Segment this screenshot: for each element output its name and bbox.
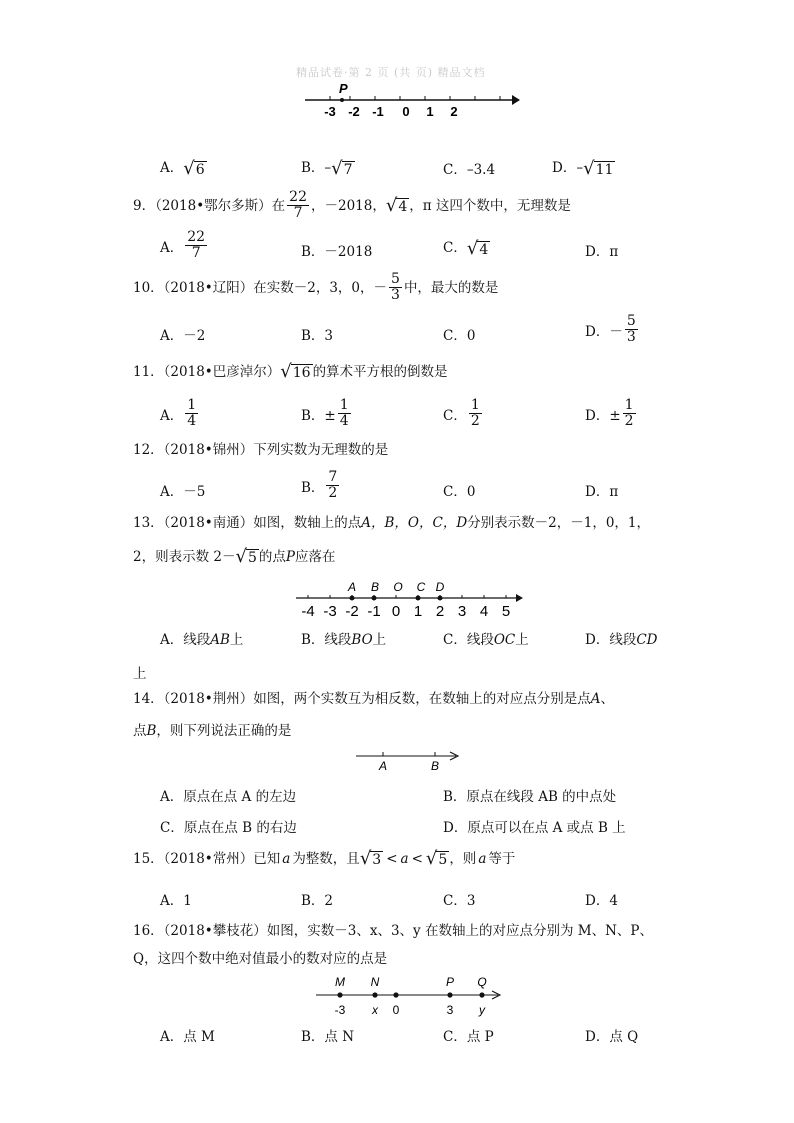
q15-option-c: C．3 <box>443 893 476 909</box>
q14-number-line <box>350 748 470 774</box>
q8-option-b: B．– √ 7 <box>301 157 353 179</box>
q11-option-d: D．± $\frac{1}{2}$ <box>585 397 634 429</box>
q10-stem: 10．（2018•辽阳）在实数－2，3，0，－ $\frac{5}{3}$ 中，最大的数是 <box>133 271 499 303</box>
point-label: B <box>370 580 380 594</box>
q13-option-d: D．线段CD <box>585 632 658 648</box>
q13-number-line <box>290 576 530 620</box>
q12-option-d: D．π <box>585 484 619 500</box>
q16-option-a: A．点 M <box>160 1029 215 1045</box>
q9-option-d: D．π <box>585 244 619 260</box>
point-label: C <box>416 580 426 594</box>
q14-option-d: D．原点可以在点 A 或点 B 上 <box>443 820 626 836</box>
tick-label: 3 <box>457 603 467 620</box>
q15-option-a: A．1 <box>160 893 192 909</box>
q9-option-a: A． $\frac{22}{7}$ <box>160 229 206 261</box>
point-label: B <box>430 759 440 773</box>
tick-label: 0 <box>402 104 410 119</box>
point-label: A <box>378 759 388 773</box>
point-label: Q <box>477 975 487 989</box>
q13-stem-line1: 13．（2018•南通）如图，数轴上的点A，B，O，C，D分别表示数－2，－1，0，1， <box>133 515 650 531</box>
q15-option-b: B．2 <box>301 893 334 909</box>
q16-option-b: B．点 N <box>301 1029 355 1045</box>
point-label: D <box>435 580 445 594</box>
q14-option-c: C．原点在点 B 的右边 <box>160 820 297 836</box>
q14-stem-line1: 14．（2018•荆州）如图，两个实数互为相反数，在数轴上的对应点分别是点A、 <box>133 691 614 707</box>
tick-label: -3 <box>334 1003 346 1017</box>
tick-label: -1 <box>372 104 384 119</box>
page-header: 精品试卷·第 2 页 (共 页) 精品文档 <box>296 66 486 79</box>
q10-option-b: B．3 <box>301 328 334 344</box>
number-line-figure <box>300 80 525 122</box>
q13-option-a: A．线段AB上 <box>160 632 244 648</box>
tick-label: -4 <box>301 603 315 620</box>
q14-option-b: B．原点在线段 AB 的中点处 <box>443 789 617 805</box>
q10-option-d: D．－ $\frac{5}{3}$ <box>585 313 636 345</box>
tick-label: -1 <box>367 603 381 620</box>
q12-option-b: B． $\frac{7}{2}$ <box>301 469 338 501</box>
q9-option-b: B．－2018 <box>301 244 373 260</box>
q8-option-d: D．– √ 11 <box>552 157 614 179</box>
q10-option-a: A．－2 <box>160 328 206 344</box>
tick-label: -2 <box>345 603 359 620</box>
q13-stem-line2: 2，则表示数 2－ √ 5 的点 P 应落在 <box>133 546 336 567</box>
q16-option-d: D．点 Q <box>585 1029 639 1045</box>
point-label: A <box>347 580 357 594</box>
tick-label: 3 <box>446 1003 454 1017</box>
point-label: N <box>370 975 380 989</box>
q16-stem-line2: Q，这四个数中绝对值最小的数对应的点是 <box>133 951 388 967</box>
q9-option-c: C． √ 4 <box>443 237 489 259</box>
tick-label: -3 <box>324 104 336 119</box>
tick-label: y <box>479 1003 485 1017</box>
q10-option-c: C．0 <box>443 328 476 344</box>
q15-stem: 15．（2018•常州）已知 a 为整数，且 √ 3 < a < √ 5 ，则 a 等于 <box>133 848 516 869</box>
q8-option-c: C．–3.4 <box>443 162 496 178</box>
q13-option-d-continued: 上 <box>133 666 147 682</box>
tick-label: 2 <box>450 104 458 119</box>
tick-label: 4 <box>479 603 489 620</box>
q8-option-a: A． √ 6 <box>160 157 205 179</box>
q14-option-a: A．原点在点 A 的左边 <box>160 789 297 805</box>
q13-option-c: C．线段OC上 <box>443 632 529 648</box>
q14-stem-line2: 点B，则下列说法正确的是 <box>133 723 292 739</box>
tick-label: 0 <box>391 603 401 620</box>
tick-label: -3 <box>323 603 337 620</box>
tick-label: -2 <box>348 104 360 119</box>
q15-option-d: D．4 <box>585 893 618 909</box>
q12-option-a: A．－5 <box>160 484 206 500</box>
q16-option-c: C．点 P <box>443 1029 494 1045</box>
point-p-marker <box>340 98 344 102</box>
tick-label: 1 <box>413 603 423 620</box>
point-p-label: P <box>339 81 348 96</box>
point-label: P <box>445 975 455 989</box>
q11-option-c: C． $\frac{1}{2}$ <box>443 397 480 429</box>
q11-stem: 11．（2018•巴彦淖尔） √ 16 的算术平方根的倒数是 <box>133 361 448 382</box>
tick-label: 1 <box>426 104 434 119</box>
q12-stem: 12．（2018•锦州）下列实数为无理数的是 <box>133 442 389 458</box>
q12-option-c: C．0 <box>443 484 476 500</box>
point-label: O <box>393 580 403 594</box>
q11-option-a: A． $\frac{1}{4}$ <box>160 397 197 429</box>
tick-label: 5 <box>501 603 511 620</box>
q9-stem: 9．（2018•鄂尔多斯）在 $\frac{22}{7}$ ，－2018， √ 4 ，π 这四个数中，无理数是 <box>133 189 571 221</box>
q11-option-b: B．± $\frac{1}{4}$ <box>301 397 349 429</box>
q13-option-b: B．线段BO上 <box>301 632 387 648</box>
q16-stem-line1: 16．（2018•攀枝花）如图，实数－3、x、3、y 在数轴上的对应点分别为 M、N、P、 <box>133 923 653 939</box>
tick-label: 2 <box>435 603 445 620</box>
tick-label: x <box>372 1003 378 1017</box>
q16-number-line <box>310 972 510 1020</box>
point-label: M <box>335 975 345 989</box>
tick-label: 0 <box>392 1003 400 1017</box>
